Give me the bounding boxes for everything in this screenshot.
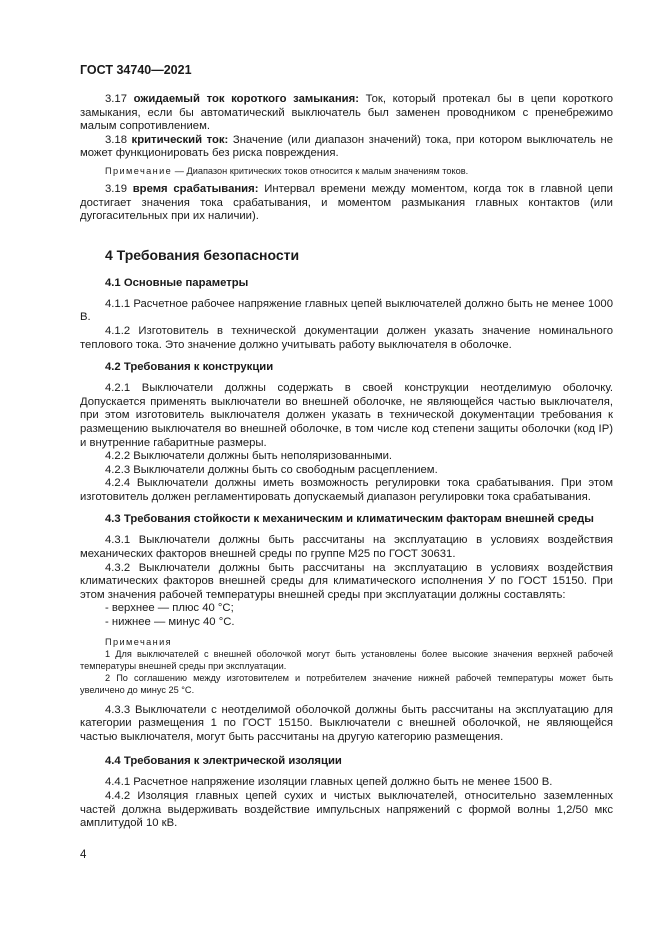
section-4-3-heading: 4.3 Требования стойкости к механическим и климатическим факторам внешней среды xyxy=(105,513,594,526)
clause-4-4-1: 4.4.1 Расчетное напряжение изоляции главных цепей должно быть не менее 1500 В. xyxy=(105,776,553,789)
notes-label xyxy=(80,636,613,648)
definition: Интервал времени между моментом, когда ток в главной цепи достигает значения тока срабатывания, и моментом размыкания главных контактов (или дугогасительных при их наличии). xyxy=(80,182,613,223)
term: время срабатывания: xyxy=(132,182,259,195)
note-text: — Диапазон критических токов относится к малым значениям токов. xyxy=(172,165,469,176)
clause-number: 3.17 xyxy=(105,93,134,105)
clause-4-4-2: 4.4.2 Изоляция главных цепей сухих и чистых выключателей, относительно заземленных частей должна выдерживать воздействие импульсных напряжений с формой волны 1,2/50 мкс амплитудой 10 кВ. xyxy=(80,790,613,830)
section-4-2-heading: 4.2 Требования к конструкции xyxy=(105,361,274,374)
document-header: ГОСТ 34740—2021 xyxy=(80,63,192,77)
page-number: 4 xyxy=(80,849,87,861)
note-2: 2 По соглашению между изготовителем и потребителем значение нижней рабочей температуры может быть увеличено до минус 25 °С. xyxy=(80,672,613,695)
section-4-4-heading: 4.4 Требования к электрической изоляции xyxy=(105,755,342,768)
note-1: 1 Для выключателей с внешней оболочкой могут быть установлены более высокие значения верхней рабочей температуры внешней среды при эксплуатации. xyxy=(80,648,613,671)
note-label: Примечание xyxy=(105,165,173,176)
clause-4-2-3: 4.2.3 Выключатели должны быть со свободным расцеплением. xyxy=(105,463,438,476)
clause-3-18 xyxy=(80,134,613,161)
section-4-1-heading: 4.1 Основные параметры xyxy=(105,276,249,289)
list-item: - нижнее — минус 40 °С. xyxy=(105,616,235,629)
clause-4-1-1: 4.1.1 Расчетное рабочее напряжение главных цепей выключателей должно быть не менее 1000 В. xyxy=(80,297,613,324)
clause-4-2-1: 4.2.1 Выключатели должны содержать в своей конструкции неотделимую оболочку. Допускается применять выключатели во внешней оболочке, не являющейся частью выключателя, при этом изготовитель выключателя должен указать в технической документации требования к размещению выключателя во внешней оболочке, в том числе код степени защиты оболочки (код IP) и внутренние габаритные размеры. xyxy=(80,382,613,449)
definition: Ток, который протекал бы в цепи короткого замыкания, если бы автоматический выключатель был заменен проводником с пренебрежимо малым сопротивлением. xyxy=(80,93,613,133)
term: критический ток: xyxy=(131,133,229,146)
clause-4-3-3: 4.3.3 Выключатели с неотделимой оболочкой должны быть рассчитаны на эксплуатацию для категории размещения 1 по ГОСТ 15150. Выключатели с внешней оболочкой, не являющейся частью выключателя, могут быть рассчитаны на другую категорию размещения. xyxy=(80,703,613,743)
clause-4-3-2: 4.3.2 Выключатели должны быть рассчитаны на эксплуатацию в условиях воздействия климатических факторов внешней среды для климатического исполнения У по ГОСТ 15150. При этом значения рабочей температуры внешней среды при эксплуатации должны составлять: xyxy=(80,561,613,601)
term: ожидаемый ток короткого замыкания: xyxy=(133,93,359,105)
clause-4-2-4: 4.2.4 Выключатели должны иметь возможность регулировки тока срабатывания. При этом изготовитель должен регламентировать допускаемый диапазон регулировки тока срабатывания. xyxy=(80,477,613,503)
clause-4-1-2: 4.1.2 Изготовитель в технической документации должен указать значение номинального теплового тока. Это значение должно учитывать работу выключателя в оболочке. xyxy=(80,324,613,351)
list-item: - верхнее — плюс 40 °С; xyxy=(105,602,234,615)
note-3-18 xyxy=(80,165,613,177)
clause-3-17 xyxy=(80,93,613,134)
page-content xyxy=(80,93,613,831)
notes-label-text: Примечания xyxy=(105,636,173,647)
section-4-heading: 4 Требования безопасности xyxy=(105,246,300,263)
clause-number: 3.18 xyxy=(105,133,132,146)
clause-3-19 xyxy=(80,183,613,224)
clause-4-3-1: 4.3.1 Выключатели должны быть рассчитаны на эксплуатацию в условиях воздействия механических факторов внешней среды по группе М25 по ГОСТ 30631. xyxy=(80,534,613,561)
clause-4-2-2: 4.2.2 Выключатели должны быть неполяризованными. xyxy=(105,450,393,463)
definition: Значение (или диапазон значений) тока, при котором выключатель не может функционировать без риска повреждения. xyxy=(80,133,613,160)
clause-number: 3.19 xyxy=(105,182,133,195)
